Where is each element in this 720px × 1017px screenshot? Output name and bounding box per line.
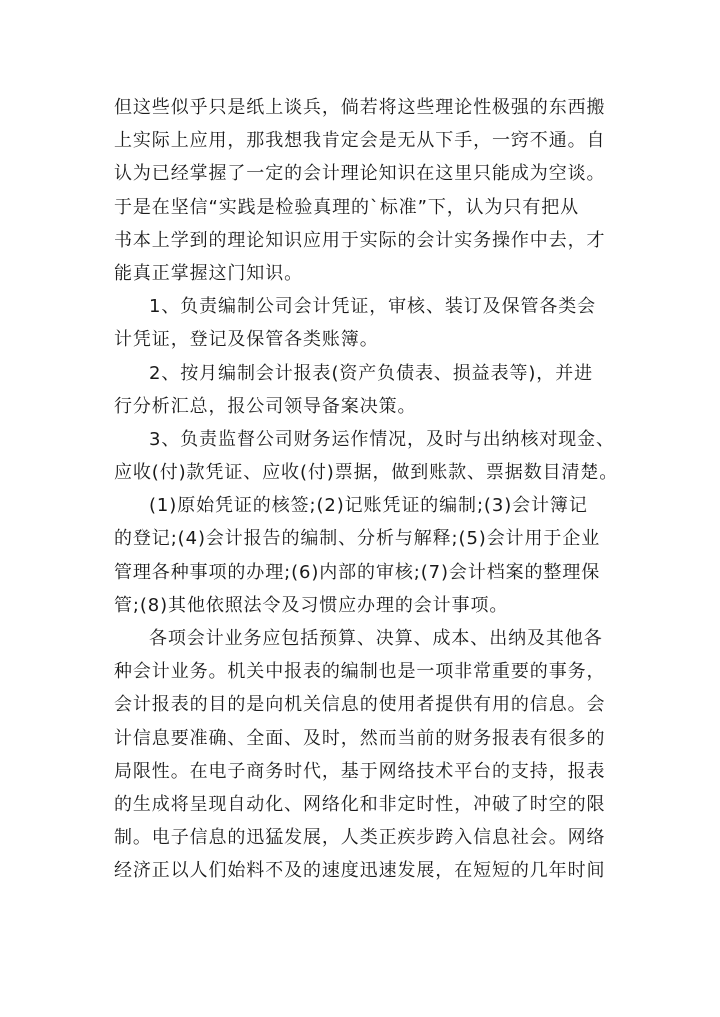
text-line: 会计报表的目的是向机关信息的使用者提供有用的信息。会 (114, 694, 606, 716)
text-line: 管;(8)其他依照法令及习惯应办理的会计事项。 (114, 594, 509, 616)
text-line: 经济正以人们始料不及的速度迅速发展，在短短的几年时间 (114, 860, 606, 882)
text-line: 管理各种事项的办理;(6)内部的审核;(7)会计档案的整理保 (114, 561, 601, 583)
text-line: 2、按月编制会计报表(资产负债表、损益表等)，并进 (149, 362, 593, 384)
text-line: 各项会计业务应包括预算、决算、成本、出纳及其他各 (149, 628, 603, 649)
text-line: 计信息要准确、全面、及时，然而当前的财务报表有很多的 (114, 727, 606, 749)
text-line: 3、负责监督公司财务运作情况，及时与出纳核对现金、 (149, 428, 615, 450)
text-line: 种会计业务。机关中报表的编制也是一项非常重要的事务， (114, 661, 606, 683)
body-text (114, 91, 619, 888)
text-line: 书本上学到的理论知识应用于实际的会计实务操作中去，才 (114, 229, 606, 251)
text-line: 于是在坚信“实践是检验真理的`标准”下，认为只有把从 (114, 196, 580, 218)
text-line: 但这些似乎只是纸上谈兵，倘若将这些理论性极强的东西搬 (114, 97, 606, 118)
text-line: 的生成将呈现自动化、网络化和非定时性，冲破了时空的限 (114, 793, 606, 815)
text-line: 计凭证，登记及保管各类账簿。 (114, 329, 379, 351)
text-line: 上实际上应用，那我想我肯定会是无从下手，一窍不通。自 (114, 130, 606, 152)
text-line: 行分析汇总，报公司领导备案决策。 (114, 395, 417, 417)
text-line: 制。电子信息的迅猛发展，人类正疾步跨入信息社会。网络 (114, 827, 606, 849)
text-line: 的登记;(4)会计报告的编制、分析与解释;(5)会计用于企业 (114, 528, 601, 550)
text-line: (1)原始凭证的核签;(2)记账凭证的编制;(3)会计簿记 (149, 495, 588, 517)
text-line: 应收(付)款凭证、应收(付)票据，做到账款、票据数目清楚。 (114, 462, 619, 484)
text-line: 1、负责编制公司会计凭证，审核、装订及保管各类会 (149, 296, 597, 318)
text-line: 能真正掌握这门知识。 (114, 262, 303, 284)
text-line: 局限性。在电子商务时代，基于网络技术平台的支持，报表 (114, 760, 606, 782)
text-line: 认为已经掌握了一定的会计理论知识在这里只能成为空谈。 (114, 163, 606, 185)
